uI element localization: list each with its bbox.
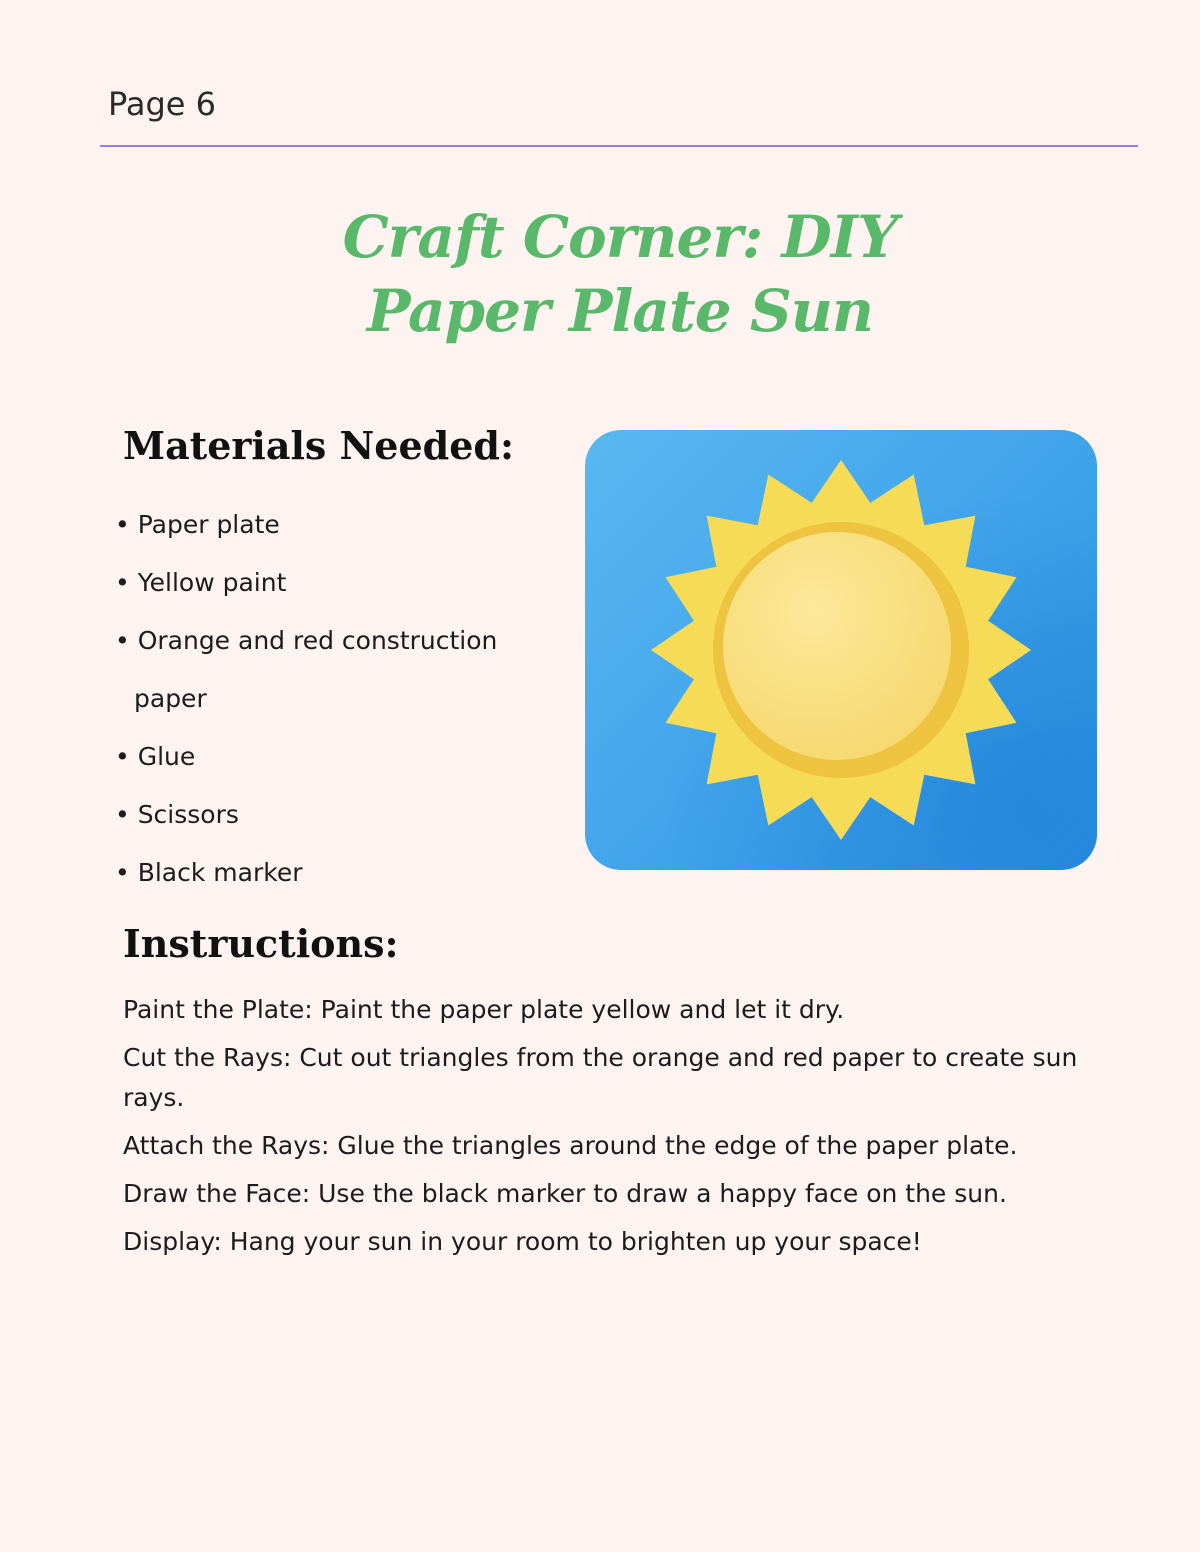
material-item: • Black marker (115, 858, 303, 887)
instruction-step: Draw the Face: Use the black marker to draw a happy face on the sun. (123, 1179, 1007, 1208)
instruction-step: Attach the Rays: Glue the triangles around the edge of the paper plate. (123, 1131, 1018, 1160)
material-item: • Paper plate (115, 510, 280, 539)
page-number: Page 6 (108, 85, 216, 123)
header-divider (100, 145, 1138, 147)
instructions-list (123, 990, 1113, 1270)
title-line-2: Paper Plate Sun (366, 277, 874, 345)
instruction-step: Paint the Plate: Paint the paper plate yellow and let it dry. (123, 995, 845, 1024)
sun-icon (585, 430, 1097, 870)
instruction-step: Display: Hang your sun in your room to brighten up your space! (123, 1227, 922, 1256)
instruction-step: Cut the Rays: Cut out triangles from the orange and red paper to create sun rays. (123, 1043, 1078, 1112)
materials-list (115, 496, 575, 902)
title-line-1: Craft Corner: DIY (342, 203, 898, 271)
sun-center (723, 532, 951, 760)
material-item: • Orange and red construction paper (115, 626, 498, 713)
material-item: • Yellow paint (115, 568, 287, 597)
page-title (0, 200, 1200, 348)
materials-heading: Materials Needed: (123, 423, 514, 468)
material-item: • Scissors (115, 800, 239, 829)
paper-sun-image (585, 430, 1097, 870)
instructions-heading: Instructions: (123, 921, 399, 966)
material-item: • Glue (115, 742, 196, 771)
